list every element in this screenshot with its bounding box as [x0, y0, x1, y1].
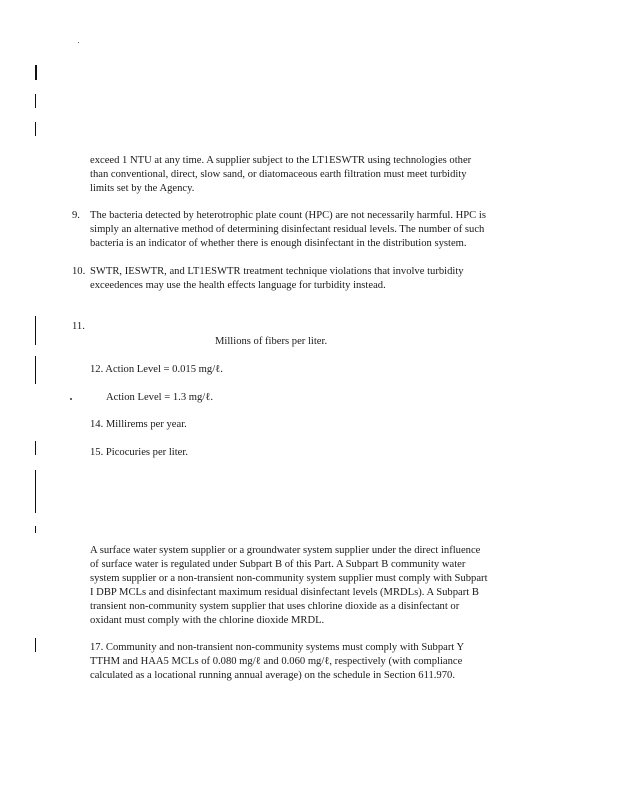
revision-bar [35, 441, 36, 455]
paragraph-12-text: 12. Action Level = 0.015 mg/ℓ. [90, 364, 223, 375]
revision-bar [35, 470, 36, 513]
paragraph-9-line: bacteria is an indicator of whether there is enough disinfectant in the distribution system. [90, 238, 467, 249]
revision-bar [35, 122, 36, 136]
paragraph-16-line: system supplier or a non-transient non-community system supplier must comply with Subpart [90, 573, 488, 584]
paragraph-17-line: TTHM and HAA5 MCLs of 0.080 mg/ℓ and 0.060 mg/ℓ, respectively (with compliance [90, 656, 463, 667]
revision-bar [35, 94, 36, 108]
paragraph-16-line: I DBP MCLs and disinfectant maximum residual disinfectant levels (MRDLs). A Subpart B [90, 587, 479, 598]
paragraph-8-line: limits set by the Agency. [90, 183, 195, 194]
paragraph-11-number: 11. [72, 321, 85, 332]
paragraph-8-line: than conventional, direct, slow sand, or diatomaceous earth filtration must meet turbidity [90, 169, 467, 180]
paragraph-15-text: 15. Picocuries per liter. [90, 447, 188, 458]
paragraph-10-number: 10. [72, 266, 86, 277]
paragraph-9-line: The bacteria detected by heterotrophic plate count (HPC) are not necessarily harmful. HPC is [90, 210, 486, 221]
paragraph-16-line: oxidant must comply with the chlorine dioxide MRDL. [90, 615, 325, 626]
paragraph-17-line: 17. Community and non-transient non-community systems must comply with Subpart Y [90, 642, 465, 653]
paragraph-8-line: exceed 1 NTU at any time. A supplier subject to the LT1ESWTR using technologies other [90, 155, 472, 166]
paragraph-16-line: transient non-community system supplier that uses chlorine dioxide as a disinfectant or [90, 601, 460, 612]
paragraph-11-text: Millions of fibers per liter. [215, 336, 328, 347]
paragraph-16-line: A surface water system supplier or a groundwater system supplier under the direct influence [90, 545, 481, 556]
scan-speck [78, 42, 79, 43]
revision-bar [35, 526, 36, 533]
paragraph-10-line: exceedences may use the health effects language for turbidity instead. [90, 280, 386, 291]
paragraph-10-line: SWTR, IESWTR, and LT1ESWTR treatment technique violations that involve turbidity [90, 266, 464, 277]
paragraph-9-line: simply an alternative method of determining disinfectant residual levels. The number of such [90, 224, 485, 235]
scan-speck [70, 398, 72, 400]
revision-bar [35, 356, 36, 384]
revision-bar [35, 316, 36, 345]
revision-bar [35, 65, 37, 80]
paragraph-9-number: 9. [72, 210, 80, 221]
paragraph-14-text: 14. Millirems per year. [90, 419, 187, 430]
paragraph-13-text: Action Level = 1.3 mg/ℓ. [106, 392, 213, 403]
paragraph-16-line: of surface water is regulated under Subpart B of this Part. A Subpart B community water [90, 559, 466, 570]
paragraph-17-line: calculated as a locational running annual average) on the schedule in Section 611.970. [90, 670, 455, 681]
revision-bar [35, 638, 36, 652]
